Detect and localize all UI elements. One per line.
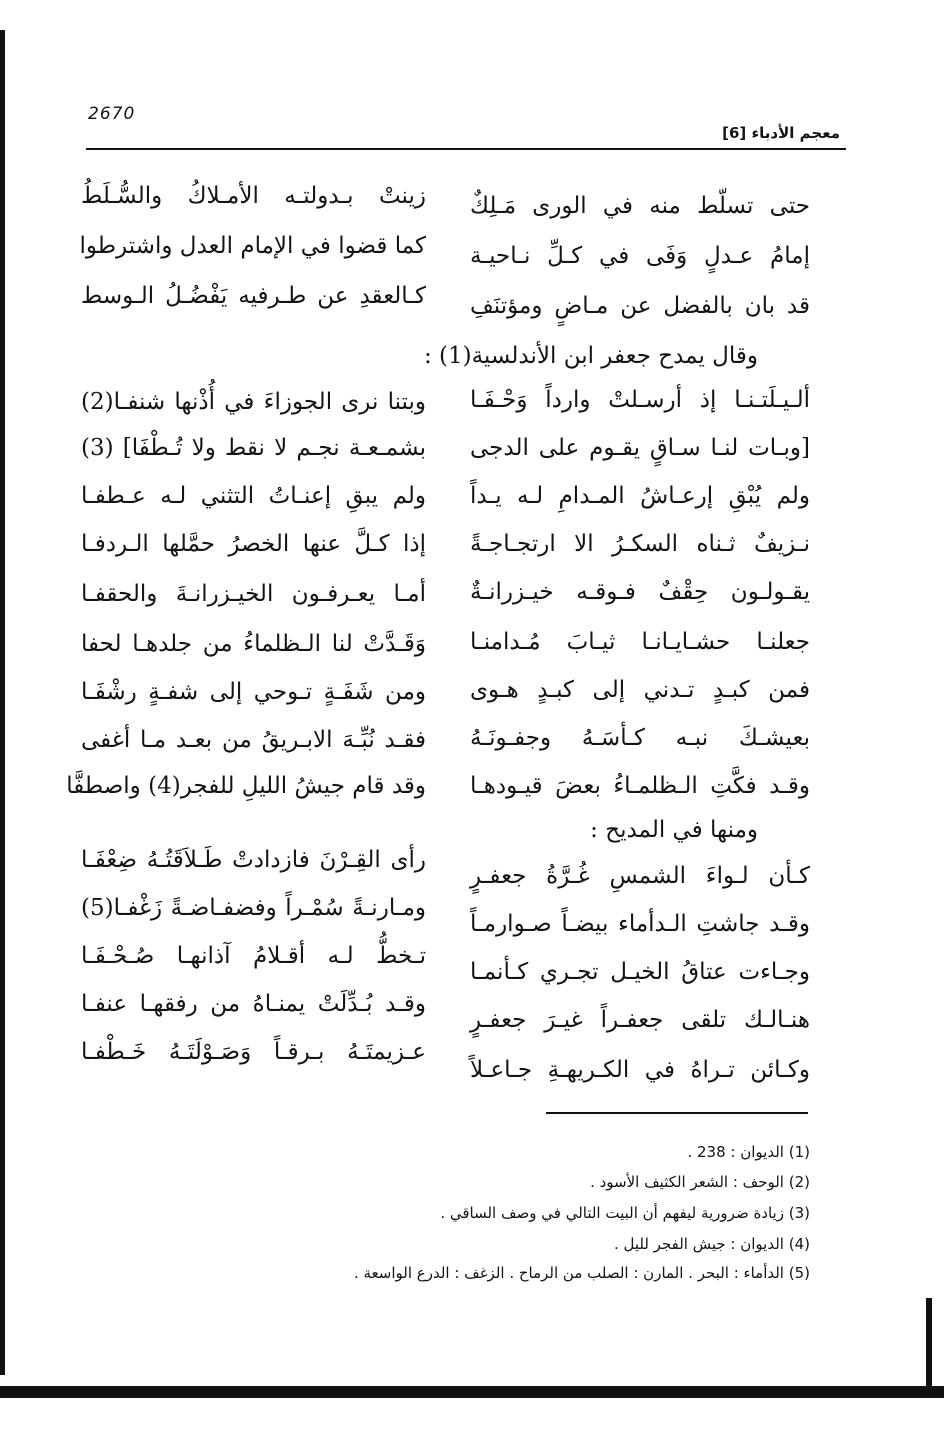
verse-line: عـزيمتَـهُ بـرقـاً وَصَـوْلَتَـهُ خَـطْفـا xyxy=(81,1039,426,1065)
verse-line: وكـائن تـراهُ في الكـريهـةِ جـاعـلاً xyxy=(470,1057,810,1083)
prose-line: ومنها في المديح : xyxy=(590,817,758,843)
verse-line: وقـد فكَّتِ الـظلمـاءُ بعضَ قيـودهـا xyxy=(470,773,810,799)
verse-line: نـزيفٌ ثـناه السكـرُ الا ارتجـاجـةً xyxy=(470,531,810,557)
verse-line: حتى تسلّط منه في الورى مَـلِكٌ xyxy=(470,193,810,219)
verse-line: بشمـعـة نجـم لا نقط ولا تُـطْفَا] (3) xyxy=(81,435,426,461)
footnote: (5) الدأماء : البحر . المارن : الصلب من الرماح . الزغف : الدرع الواسعة . xyxy=(353,1264,810,1282)
scan-edge-left xyxy=(0,30,5,1375)
verse-line: ولم يبقِ إعنـاتُ التثني لـه عـطفـا xyxy=(81,483,426,509)
verse-line: ومن شَفَـةٍ تـوحي إلى شفـةٍ رشْفَـا xyxy=(81,679,426,705)
verse-line: ومـارنـةً سُمْـراً وفضفـاضـةً زَغْفـا(5) xyxy=(81,895,426,921)
verse-line: يقـولـون حِقْفٌ فـوقـه خيـزرانـةٌ xyxy=(470,579,810,605)
running-title: معجم الأدباء [6] xyxy=(722,124,840,142)
verse-line: وقد قام جيشُ الليلِ للفجر(4) واصطفَّا xyxy=(66,773,426,799)
verse-line: بعيشـكَ نبـه كـأسَـهُ وجفـونَـهُ xyxy=(470,725,810,751)
verse-line: جعلنـا حشـايـانـا ثيـابَ مُـدامنـا xyxy=(470,629,810,655)
verse-line: زينتْ بـدولتـه الأمـلاكُ والسُّـلَطُ xyxy=(81,183,426,209)
verse-line: وَقَـدَّتْ لنا الـظلماءُ من جلدهـا لحفا xyxy=(81,631,426,657)
verse-line: كـالعقدِ عن طـرفيه يَفْضُـلُ الـوسط xyxy=(81,283,426,309)
header-rule xyxy=(86,148,846,150)
footnote: (4) الديوان : جيش الفجر لليل . xyxy=(613,1235,810,1253)
verse-line: فقـد نُبِّـهَ الابـريقُ من بعـد مـا أغفى xyxy=(81,727,426,753)
verse-line: وقـد جاشتِ الـدأماء بيضـاً صـوارمـاً xyxy=(470,911,810,937)
verse-line: ولم يُبْقِ إرعـاشُ المـدامِ لـه يـداً xyxy=(470,483,810,509)
verse-line: وقـد بُـدِّلَتْ يمنـاهُ من رفقهـا عنفـا xyxy=(81,991,426,1017)
verse-line: وجـاءت عتاقُ الخيـل تجـري كـأنمـا xyxy=(470,959,810,985)
footnote: (3) زيادة ضرورية ليفهم أن البيت التالي في وصف الساقي . xyxy=(440,1204,810,1222)
verse-line: ألـيـلَتـنـا إذ أرسـلتْ وارداً وَحْـفَـا xyxy=(470,387,810,413)
page-number: 2670 xyxy=(88,104,136,124)
verse-line: فمن كبـدٍ تـدني إلى كبـدٍ هـوى xyxy=(470,677,810,703)
scan-edge-bottom xyxy=(0,1386,944,1398)
verse-line: تـخطُّ لـه أقـلامُ آذانهـا صُـحْـفَـا xyxy=(81,943,426,969)
verse-line: أمـا يعـرفـون الخيـزرانـةَ والحقفـا xyxy=(81,581,426,607)
verse-line: [وبـات لنـا سـاقٍ يقـوم على الدجى xyxy=(470,435,810,461)
verse-line: إذا كـلَّ عنها الخصرُ حمَّلها الـردفـا xyxy=(81,531,426,557)
verse-line: هنـالـك تلقى جعفـراً غيـرَ جعفـرٍ xyxy=(470,1007,810,1033)
verse-line: كما قضوا في الإمام العدل واشترطوا xyxy=(79,233,426,259)
verse-line: وبتنا نرى الجوزاءَ في أُذْنها شنفـا(2) xyxy=(81,389,426,415)
scan-edge-right xyxy=(926,1298,932,1398)
footnote: (2) الوحف : الشعر الكثيف الأسود . xyxy=(590,1173,810,1191)
footnote-separator xyxy=(546,1112,808,1114)
verse-line: قد بان بالفضل عن مـاضٍ ومؤتنَفِ xyxy=(470,293,810,319)
verse-line: كـأن لـواءَ الشمسِ غُـرَّةُ جعفـرٍ xyxy=(470,863,810,889)
footnote: (1) الديوان : 238 . xyxy=(687,1143,810,1161)
verse-line: إمامُ عـدلٍ وَفَى في كـلِّ نـاحيـة xyxy=(470,243,810,269)
prose-line: وقال يمدح جعفر ابن الأندلسية(1) : xyxy=(423,343,758,369)
verse-line: رأى القِـرْنَ فازدادتْ طَـلاَقَتُـهُ ضِعْفَـا xyxy=(81,847,426,873)
